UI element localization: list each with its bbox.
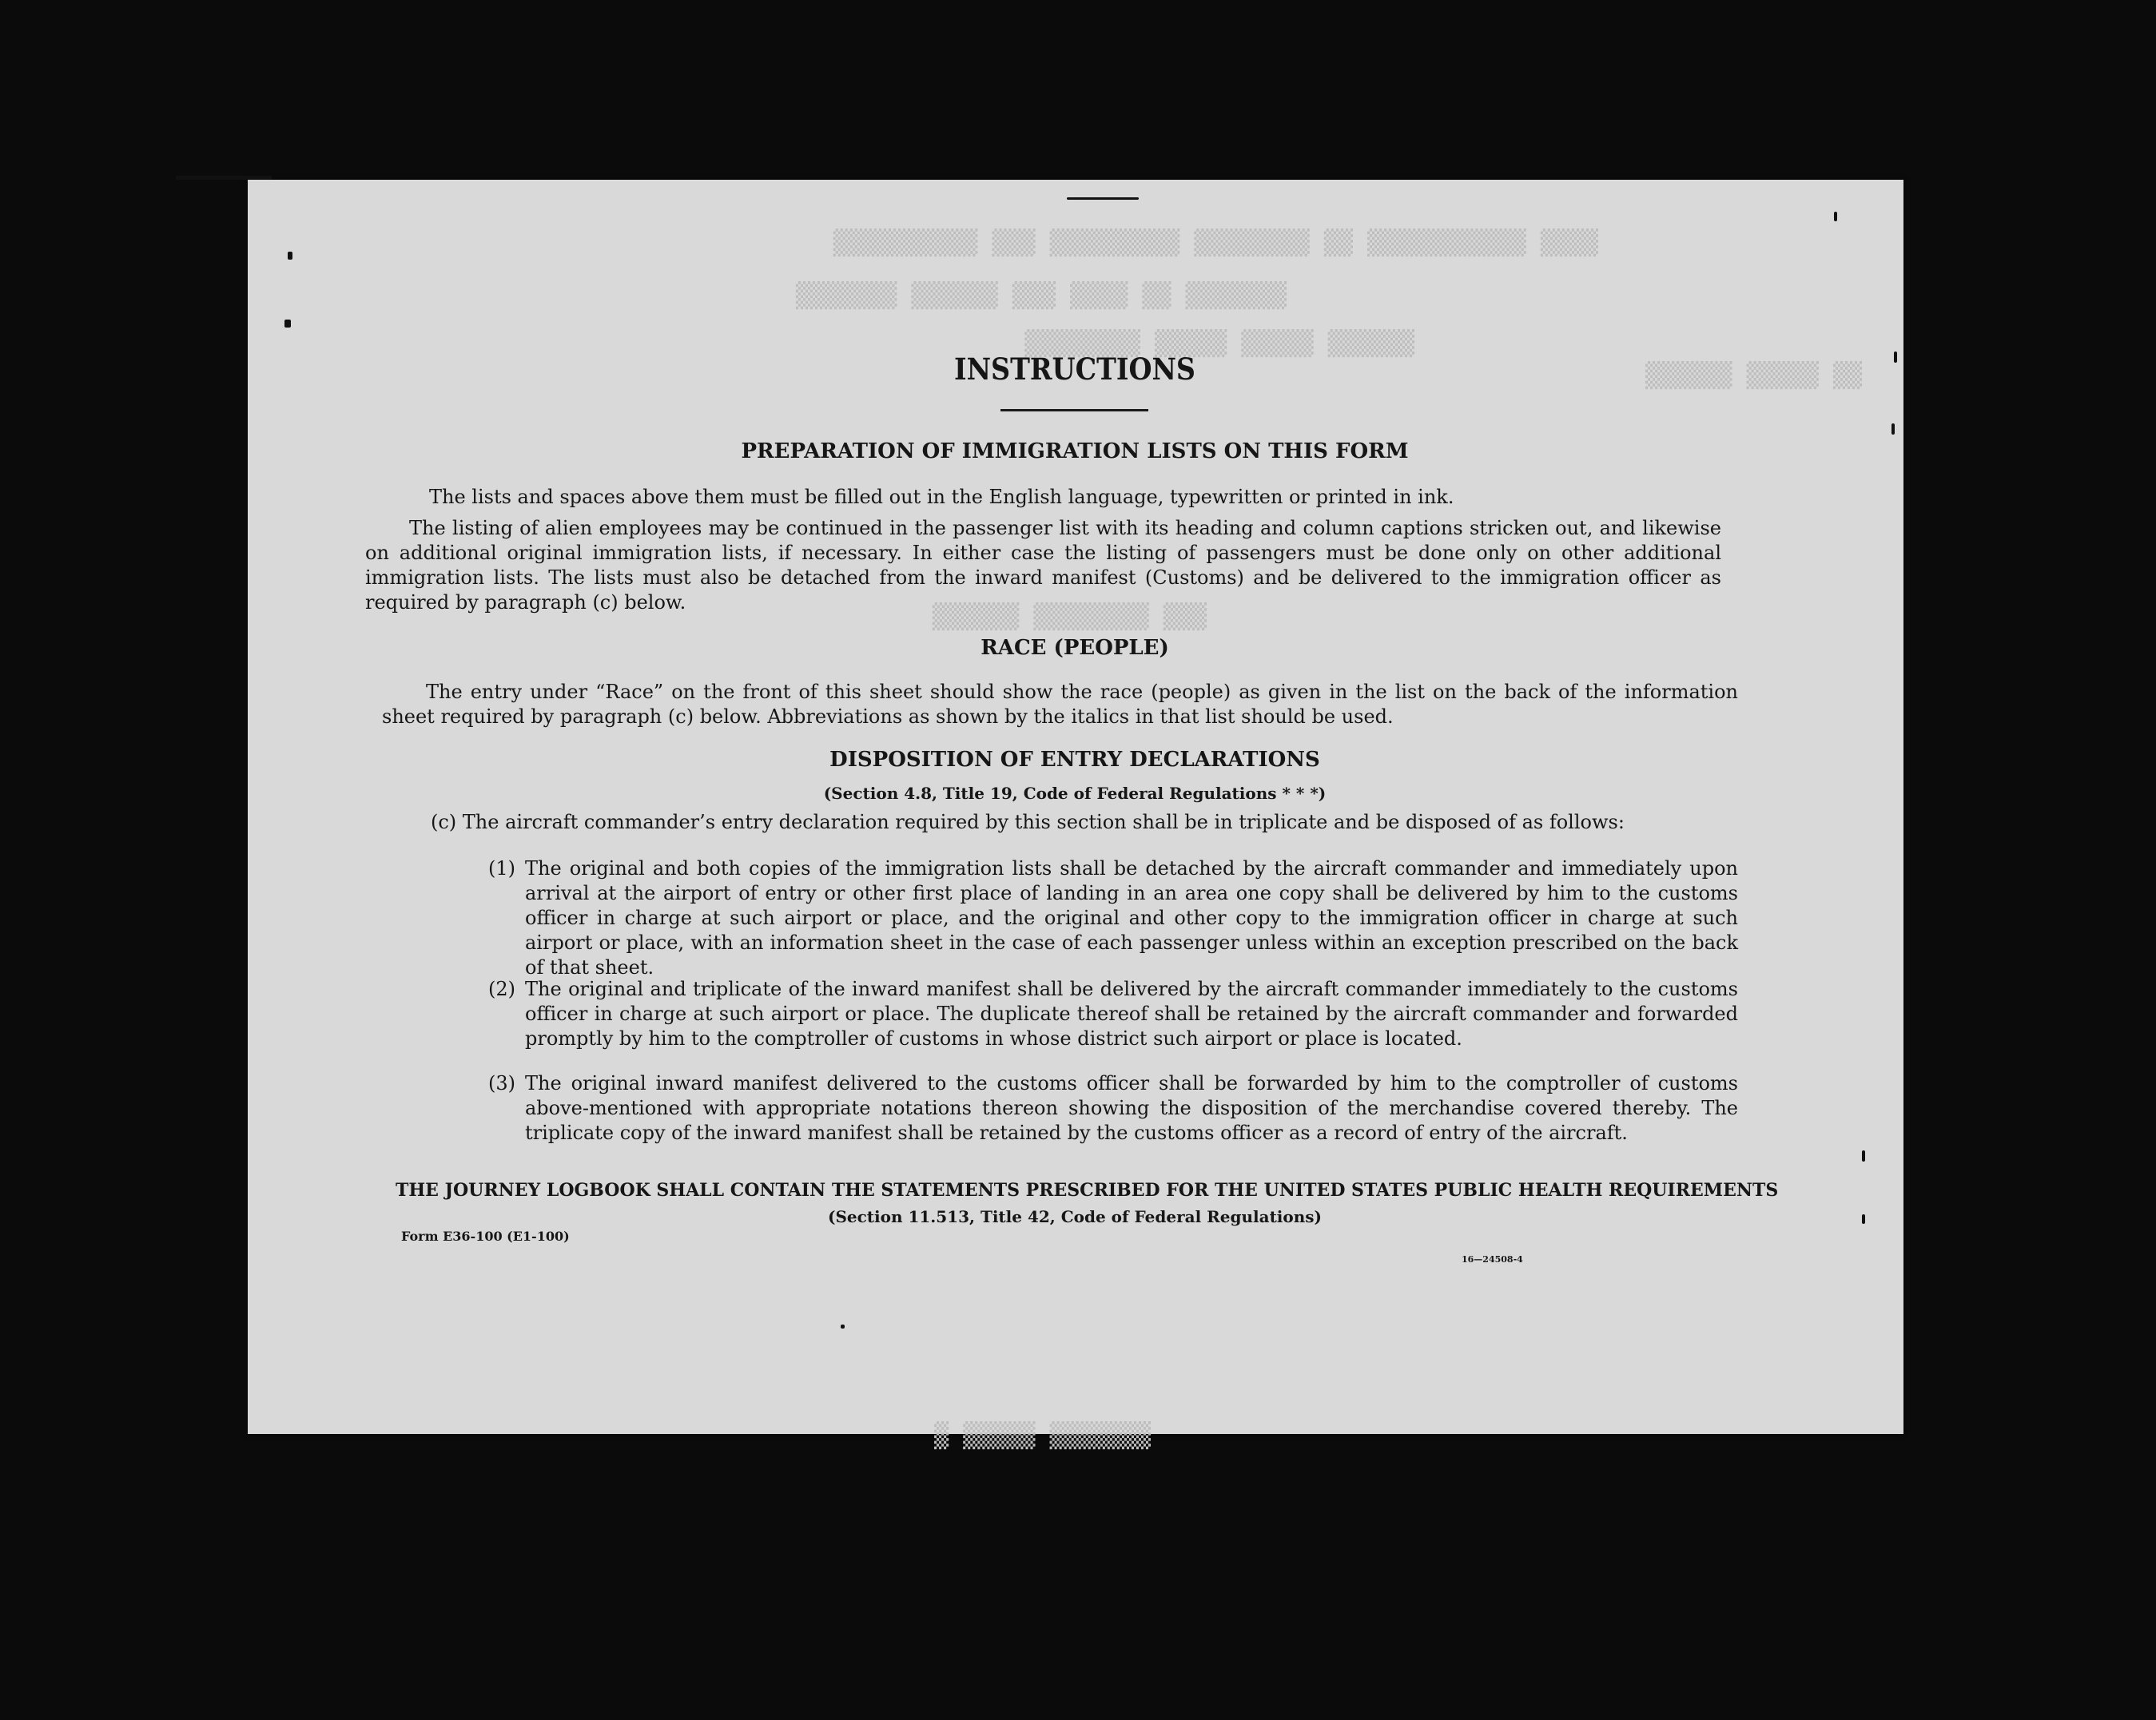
section-heading-race: RACE (PEOPLE) (981, 636, 1169, 660)
scan-speck (1067, 197, 1139, 200)
bleed-through-text: ▒▒▒ ▒▒▒▒▒▒▒▒ ▒▒▒▒▒▒ (932, 603, 1207, 631)
bleed-through-text: ▒▒▒▒ ▒▒▒▒▒▒▒▒▒▒▒ ▒▒ ▒▒▒▒▒▒▒▒ ▒▒▒▒▒▒▒▒▒ ▒▒▒ ▒▒▒▒▒▒▒▒▒▒ (833, 229, 1598, 257)
section-subheading-regulation: (Section 4.8, Title 19, Code of Federal Regulations * * *) (823, 784, 1327, 803)
scan-speck (1862, 1214, 1865, 1224)
paragraph-english-language (385, 485, 1744, 510)
bleed-through-text: ▒▒▒▒▒▒ ▒▒▒▒▒ ▒▒▒▒▒ ▒▒▒▒▒▒▒▒ (1024, 330, 1414, 358)
list-item-text: The original and both copies of the immigration lists shall be detached by the aircraft commander and immediately upon arrival at the airport of entry or other first place of landing in an area one copy shall be delivered by him to the customs officer in charge at such airport or place, and the original and other copy to the immigration officer in charge at such airport or place, with an information sheet in the case of each passenger unless within an exception prescribed on the back of that sheet. (525, 857, 1738, 979)
scan-speck (288, 252, 292, 260)
form-number: Form E36-100 (E1-100) (401, 1229, 570, 1244)
section-heading-preparation: PREPARATION OF IMMIGRATION LISTS ON THIS FORM (741, 439, 1409, 463)
list-item (488, 977, 1738, 1051)
paragraph-intro-c: (c) The aircraft commander’s entry declaration required by this section shall be in triplicate and be disposed of as follows: (431, 811, 1625, 833)
bleed-through-text: ▒▒▒▒▒▒▒ ▒▒ ▒▒▒▒ ▒▒▒ ▒▒▒▒▒▒ ▒▒▒▒▒▒▒ (795, 282, 1287, 310)
list-item-number: (1) (488, 857, 515, 880)
list-item (488, 856, 1738, 980)
title-rule (1000, 409, 1148, 411)
footer-health-requirements: THE JOURNEY LOGBOOK SHALL CONTAIN THE STATEMENTS PRESCRIBED FOR THE UNITED STATES PUBLIC HEALTH REQUIREMENTS (396, 1180, 1779, 1201)
scan-speck (1862, 1150, 1865, 1162)
list-item-text: The original and triplicate of the inward manifest shall be delivered by the aircraft commander immediately to the customs officer in charge at such airport or place. The duplicate thereof shall be retained by the aircraft commander and forwarded promptly by him to the comptroller of customs in whose district such airport or place is located. (525, 978, 1738, 1050)
bleed-through-text: ▒▒ ▒▒▒▒▒ ▒▒▒▒▒▒ (1645, 362, 1862, 390)
list-item-number: (2) (488, 978, 515, 1000)
list-item (488, 1071, 1738, 1146)
document-title: INSTRUCTIONS (954, 352, 1195, 387)
scan-speck (1894, 352, 1897, 363)
section-heading-disposition: DISPOSITION OF ENTRY DECLARATIONS (829, 748, 1320, 772)
scan-speck (284, 320, 291, 328)
footer-section-citation: (Section 11.513, Title 42, Code of Federal Regulations) (827, 1207, 1323, 1226)
paragraph-text: The lists and spaces above them must be filled out in the English language, typewritten or printed in ink. (429, 486, 1454, 508)
print-code: 16—24508-4 (1462, 1254, 1523, 1265)
paragraph-alien-employees: The listing of alien employees may be continued in the passenger list with its heading and column captions stricken out, and likewise on additional original immigration lists, if necessary. In either case the listing of passengers must be done only on other additional immigration lists. The lists must also be detached from the inward manifest (Customs) and be delivered to the immigration officer as required by paragraph (c) below. (365, 517, 1721, 614)
scan-speck (176, 176, 272, 180)
scan-speck (841, 1325, 845, 1329)
list-item-text: The original inward manifest delivered to the customs officer shall be forwarded by him to the comptroller of customs above-mentioned with appropriate notations thereon showing the disposition of the merchandise covered thereby. The triplicate copy of the inward manifest shall be retained by the customs officer as a record of entry of the aircraft. (525, 1072, 1738, 1144)
scan-speck (1891, 423, 1895, 435)
bleed-through-text: ▒▒▒▒▒▒▒ ▒▒▒▒▒ ▒ (934, 1422, 1151, 1450)
list-item-number: (3) (488, 1072, 515, 1094)
document-sheet (248, 180, 1903, 1450)
scan-speck (1834, 212, 1837, 221)
paragraph-race: The entry under “Race” on the front of this sheet should show the race (people) as given in the list on the back of the information sheet required by paragraph (c) below. Abbreviations as shown by the italics in that list should be used. (382, 681, 1738, 728)
